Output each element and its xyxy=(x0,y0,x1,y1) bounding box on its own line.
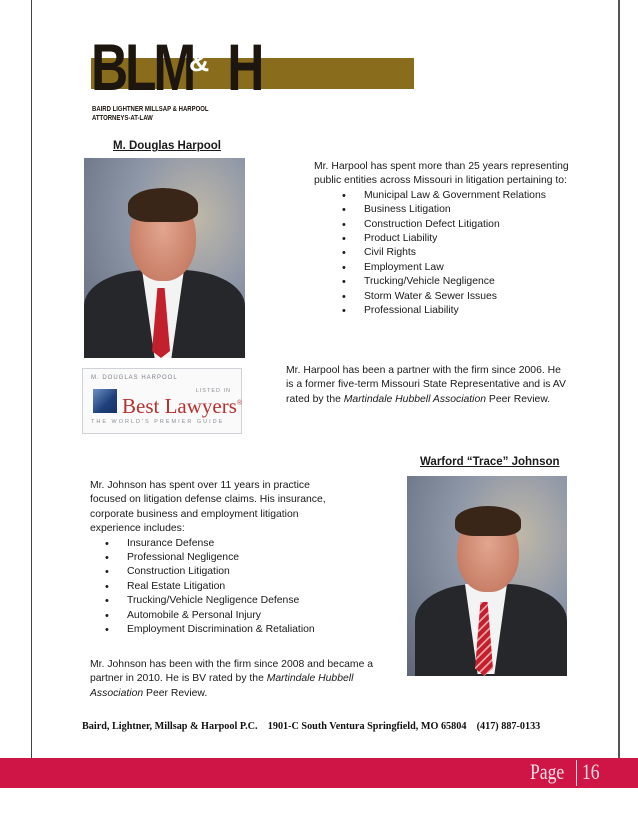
practice-area: • Trucking/Vehicle Negligence xyxy=(342,275,569,289)
practice-area: • Employment Discrimination & Retaliation xyxy=(105,623,330,637)
martindale-hubbell-italic: Martindale Hubbell Association xyxy=(90,673,354,699)
attorney2-intro: Mr. Johnson has spent over 11 years in practice focused on litigation defense claims. His insurance, corporate business and employment litigation experience includes: xyxy=(90,480,326,535)
page-label: Page xyxy=(530,759,565,784)
practice-area: • Automobile & Personal Injury xyxy=(105,609,330,623)
attorney1-practice-list xyxy=(342,189,569,319)
footer-address: Baird, Lightner, Millsap & Harpool P.C. 1901-C South Ventura Springfield, MO 65804 (417) 887-0133 xyxy=(82,721,541,732)
logo-ampersand: & xyxy=(189,46,210,77)
practice-area: • Professional Liability xyxy=(342,304,569,318)
best-lawyers-badge: M. DOUGLAS HARPOOL LISTED IN Best Lawyers® THE WORLD'S PREMIER GUIDE xyxy=(82,368,242,434)
attorney1-intro: Mr. Harpool has spent more than 25 years representing public entities across Missouri in litigation pertaining to: xyxy=(314,161,569,187)
page-border-left xyxy=(31,0,32,758)
attorney2-name: Warford “Trace” Johnson xyxy=(420,456,560,468)
practice-area: • Product Liability xyxy=(342,232,569,246)
attorney1-bio: Mr. Harpool has been a partner with the firm since 2006. He is a former five-term Missouri State Representative and is AV rated by the Martindale Hubbell Association Peer Review. xyxy=(286,365,566,405)
attorney2-photo xyxy=(407,476,567,676)
page-divider xyxy=(576,760,577,786)
attorney1-practice-summary xyxy=(314,160,569,318)
practice-area: • Real Estate Litigation xyxy=(105,580,330,594)
page-number-bar xyxy=(0,758,638,788)
page-number: 16 xyxy=(582,759,600,784)
practice-area: • Insurance Defense xyxy=(105,537,330,551)
logo-firm-name: BAIRD LIGHTNER MILLSAP & HARPOOL xyxy=(92,104,209,113)
logo-letters: BLM H xyxy=(91,30,262,104)
attorney2-practice-summary xyxy=(90,479,330,637)
attorney2-bio: Mr. Johnson has been with the firm since 2008 and became a partner in 2010. He is BV rated by the Martindale Hubbell Association Peer Review. xyxy=(90,659,374,699)
practice-area: • Construction Defect Litigation xyxy=(342,218,569,232)
practice-area: • Trucking/Vehicle Negligence Defense xyxy=(105,594,330,608)
practice-area: • Municipal Law & Government Relations xyxy=(342,189,569,203)
attorney1-name: M. Douglas Harpool xyxy=(113,140,221,152)
attorney1-photo xyxy=(84,158,245,358)
practice-area: • Storm Water & Sewer Issues xyxy=(342,290,569,304)
practice-area: • Civil Rights xyxy=(342,246,569,260)
page-border-right xyxy=(618,0,620,758)
logo-tagline: ATTORNEYS-AT-LAW xyxy=(92,113,153,122)
practice-area: • Professional Negligence xyxy=(105,551,330,565)
martindale-hubbell-italic: Martindale Hubbell Association xyxy=(343,393,487,405)
practice-area: • Construction Litigation xyxy=(105,565,330,579)
attorney2-practice-list xyxy=(105,537,330,638)
firm-logo xyxy=(91,30,421,122)
practice-area: • Employment Law xyxy=(342,261,569,275)
practice-area: • Business Litigation xyxy=(342,203,569,217)
best-lawyers-logo-icon xyxy=(93,389,117,413)
